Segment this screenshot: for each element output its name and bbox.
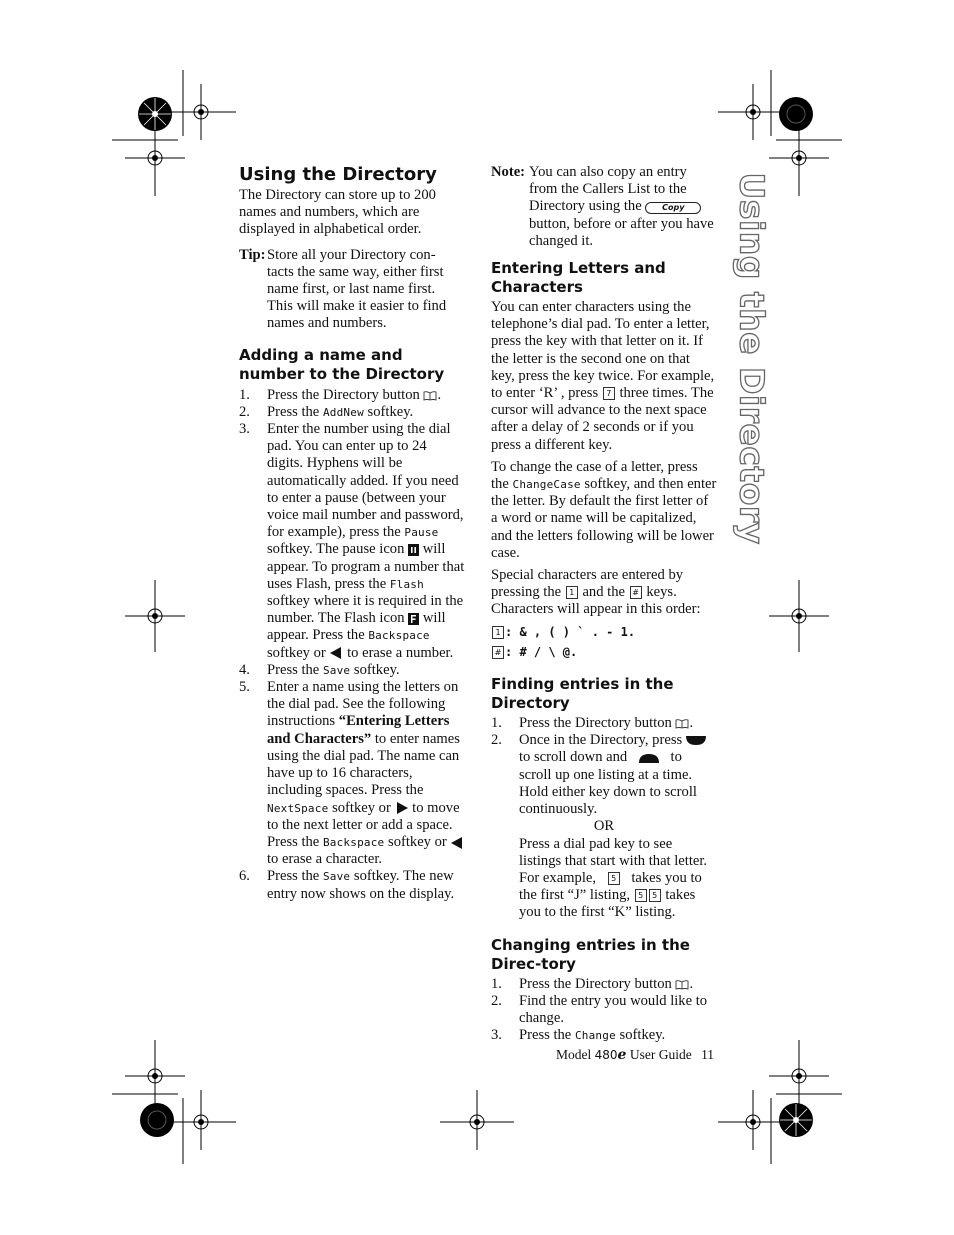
key-5-icon: 5 (635, 889, 647, 902)
key-hash-icon: # (492, 646, 504, 659)
right-arrow-key-icon (395, 802, 409, 814)
tip-line: This will make it easier to find (267, 298, 447, 315)
left-arrow-key-icon (450, 837, 464, 849)
list-item: 3. Press the Change softkey. (491, 1027, 666, 1044)
softkey-label: Flash (389, 577, 424, 591)
softkey-label: Save (322, 663, 351, 677)
tip-line: tacts the same way, either first (267, 263, 444, 280)
pause-icon (408, 544, 419, 556)
adding-heading: Adding a name and number to the Directory (239, 345, 445, 383)
model-suffix: e (617, 1047, 627, 1063)
list-item: 4. Press the Save softkey. (239, 661, 400, 678)
softkey-label: Save (322, 870, 351, 884)
key-1-icon: 1 (492, 626, 504, 639)
tip-block (239, 247, 465, 333)
entering-paragraph: You can enter characters using the telephone’s dial pad. To enter a letter, press the key with that letter on it. If the letter is the second one on that key, press the key twice. For example, to enter ‘R’ , press 7 three times. The cursor will advance to the next space after a delay of 2 seconds or if you press a different key. (491, 299, 715, 453)
side-tab-label: Using the Directory (732, 172, 772, 545)
list-item: 6. Press the Save softkey. The new entry now shows on the display. (239, 868, 455, 902)
list-item: 2. Once in the Directory, press to scroll down and to scroll up one listing at a time. Hold either key down to scroll continuously. OR Press a dial pad key to see listings that start with that letter. For example, 5 takes you to the first “J” listing, 5 5 takes you to the first “K” listing. (491, 732, 708, 921)
or-separator: OR (593, 818, 615, 835)
softkey-label: AddNew (322, 405, 364, 419)
softkey-label: ChangeCase (512, 478, 581, 492)
flash-icon (408, 613, 419, 625)
chars-row-2: # : # / \ @. (491, 644, 717, 661)
left-arrow-key-icon (329, 647, 343, 659)
directory-book-icon (675, 718, 689, 729)
softkey-label: Backspace (368, 629, 430, 643)
copy-button-icon: Copy (645, 202, 701, 214)
list-item: 1. Press the Directory button . (491, 975, 694, 992)
list-item: 3. Enter the number using the dial pad. You can enter up to 24 digits. Hyphens will be automatically added. If you need to enter a pause (between your voice mail number and password, for example), press the Pause softkey. The pause icon will appear. To program a number that uses Flash, press the Flash softkey where it is required in the number. The Flash icon will appear. Press the Backspace softkey or to erase a number. (239, 421, 465, 661)
changing-steps (491, 976, 717, 1045)
directory-book-icon (423, 390, 437, 401)
changing-heading: Changing entries in the Direc-tory (491, 935, 690, 973)
key-7-icon: 7 (603, 387, 615, 400)
scroll-down-key-icon (686, 736, 706, 746)
page-number: 11 (701, 1047, 715, 1062)
tip-line: Store all your Directory con- (267, 246, 436, 263)
left-column (239, 164, 465, 903)
list-item: 1. Press the Directory button . (239, 386, 442, 403)
model-number: 480 (594, 1048, 618, 1062)
softkey-label: Pause (404, 526, 439, 540)
finding-steps (491, 715, 717, 921)
tip-line: name first, or last name first. (267, 281, 436, 298)
intro-paragraph: The Directory can store up to 200 names and numbers, which are displayed in alphabetical order. (239, 187, 436, 238)
page-title: Using the Directory (239, 164, 437, 185)
note-block: Note: You can also copy an entry from the Callers List to the Directory using the Copy button, before or after you have changed it. (491, 164, 714, 249)
tip-label: Tip: (239, 246, 266, 263)
special-paragraph: Special characters are entered by pressing the 1 and the # keys. Characters will appear in this order: (491, 567, 701, 618)
side-tab (732, 168, 772, 545)
entering-heading: Entering Letters and Characters (491, 259, 666, 297)
chars-row-1: 1 : & , ( ) ` . - 1. (491, 624, 717, 641)
adding-steps (239, 387, 465, 903)
right-column (491, 164, 717, 1044)
key-hash-icon: # (630, 586, 642, 599)
key-5-icon: 5 (649, 889, 661, 902)
tip-line: names and numbers. (267, 315, 387, 332)
list-item: 1. Press the Directory button . (491, 715, 694, 732)
note-label: Note: (491, 164, 526, 180)
list-item: 5. Enter a name using the letters on the dial pad. See the following instructions “Entering Letters and Characters” to enter names using the dial pad. The name can have up to 16 characters, including spaces. Press the NextSpace softkey or to move to the next letter or add a space. Press the Backspace softkey or to erase a character. (239, 679, 465, 868)
directory-book-icon (675, 979, 689, 990)
key-1-icon: 1 (566, 586, 578, 599)
list-item: 2. Find the entry you would like to change. (491, 992, 708, 1026)
page-footer: Model 480e User Guide 11 (556, 1047, 715, 1063)
softkey-label: NextSpace (267, 801, 329, 815)
finding-heading: Finding entries in the Directory (491, 675, 674, 713)
softkey-label: Backspace (322, 835, 385, 849)
scroll-up-key-icon (639, 753, 659, 763)
case-paragraph: To change the case of a letter, press the ChangeCase softkey, and then enter the letter. By default the first letter of a word or name will be capitalized, and the letters following will be lower case. (491, 458, 717, 561)
key-5-icon: 5 (608, 872, 620, 885)
softkey-label: Change (574, 1029, 616, 1043)
list-item: 2. Press the AddNew softkey. (239, 403, 414, 420)
